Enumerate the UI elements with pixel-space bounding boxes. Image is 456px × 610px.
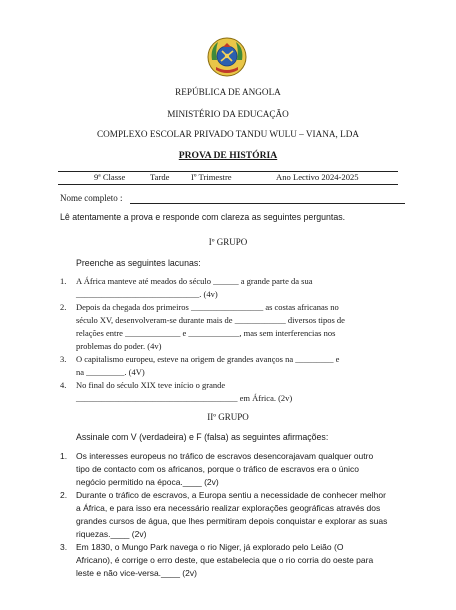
group-2-instruction: Assinale com V (verdadeira) e F (falsa) as seguintes afirmações: <box>76 432 329 442</box>
question-line: Africano), é corrige o erro deste, que estabelecia que o rio corria do oeste para <box>76 555 374 565</box>
question-number: 1. <box>60 451 68 461</box>
question-number: 2. <box>60 490 68 500</box>
question-line: A África manteve até meados do século ______ a grande parte da sua <box>76 276 313 286</box>
angola-emblem-icon <box>206 36 248 78</box>
group-2-questions <box>60 450 405 580</box>
list-item <box>60 301 405 353</box>
question-line: No final do século XIX teve início o grande <box>76 380 226 390</box>
question-line: tipo de contacto com os africanos, porque o tráfico de escravos era o único <box>76 464 360 474</box>
class-grade: 9ª Classe <box>94 172 126 182</box>
class-shift: Tarde <box>150 172 170 182</box>
question-line: Durante o tráfico de escravos, a Europa sentiu a necessidade de conhecer melhor <box>76 490 386 500</box>
question-line: problemas do poder. (4v) <box>76 341 162 351</box>
question-line: na _________. (4V) <box>76 367 145 377</box>
question-number: 3. <box>60 542 68 552</box>
class-info-bar <box>58 171 398 185</box>
question-line: ______________________________________ em África. (2v) <box>76 393 293 403</box>
question-line: O capitalismo europeu, esteve na origem de grandes avanços na _________ e <box>76 354 340 364</box>
question-number: 1. <box>60 276 67 286</box>
question-line: riquezas.____ (2v) <box>76 529 147 539</box>
list-item <box>60 353 405 379</box>
list-item <box>60 541 405 580</box>
school-year: Ano Lectivo 2024-2025 <box>276 172 359 182</box>
group-1-instruction: Preenche as seguintes lacunas: <box>76 258 201 268</box>
question-line: relações entre _____________ e ____________, mas sem interferencias nos <box>76 328 336 338</box>
republic-heading: REPÚBLICA DE ANGOLA <box>175 87 281 97</box>
school-heading: COMPLEXO ESCOLAR PRIVADO TANDU WULU – VIANA, LDA <box>97 129 359 139</box>
group-1-questions <box>60 275 405 405</box>
group-1-title: Iº GRUPO <box>208 237 248 247</box>
question-number: 3. <box>60 354 67 364</box>
name-label: Nome completo : <box>60 193 123 203</box>
question-number: 4. <box>60 380 67 390</box>
question-line: Em 1830, o Mungo Park navega o rio Niger, já explorado pelo Leião (O <box>76 542 344 552</box>
question-line: século XV, desenvolveram-se durante mais de ____________ diversos tipos de <box>76 315 345 325</box>
question-line: Os interesses europeus no tráfico de escravos desencorajavam qualquer outro <box>76 451 374 461</box>
question-line: negócio permitido na época.____ (2v) <box>76 477 219 487</box>
ministry-heading: MINISTÉRIO DA EDUCAÇÃO <box>167 109 289 119</box>
class-term: Iº Trimestre <box>191 172 232 182</box>
list-item <box>60 489 405 541</box>
question-line: Depois da chegada dos primeiros _________________ as costas africanas no <box>76 302 339 312</box>
list-item <box>60 450 405 489</box>
question-line: a África, e para isso era necessário realizar explorações geográficas através dos <box>76 503 381 513</box>
group-2-title: IIº GRUPO <box>207 412 249 422</box>
instructions-text: Lê atentamente a prova e responde com clareza as seguintes perguntas. <box>60 212 346 222</box>
name-field[interactable] <box>130 203 405 204</box>
question-number: 2. <box>60 302 67 312</box>
question-line: grandes cursos de água, que lhes permitiram depois conquistar e explorar as suas <box>76 516 388 526</box>
list-item <box>60 275 405 301</box>
question-line: leste e não vice-versa.____ (2v) <box>76 568 197 578</box>
list-item <box>60 379 405 405</box>
question-line: _____________________________. (4v) <box>76 289 218 299</box>
exam-title: PROVA DE HISTÓRIA <box>178 150 278 161</box>
